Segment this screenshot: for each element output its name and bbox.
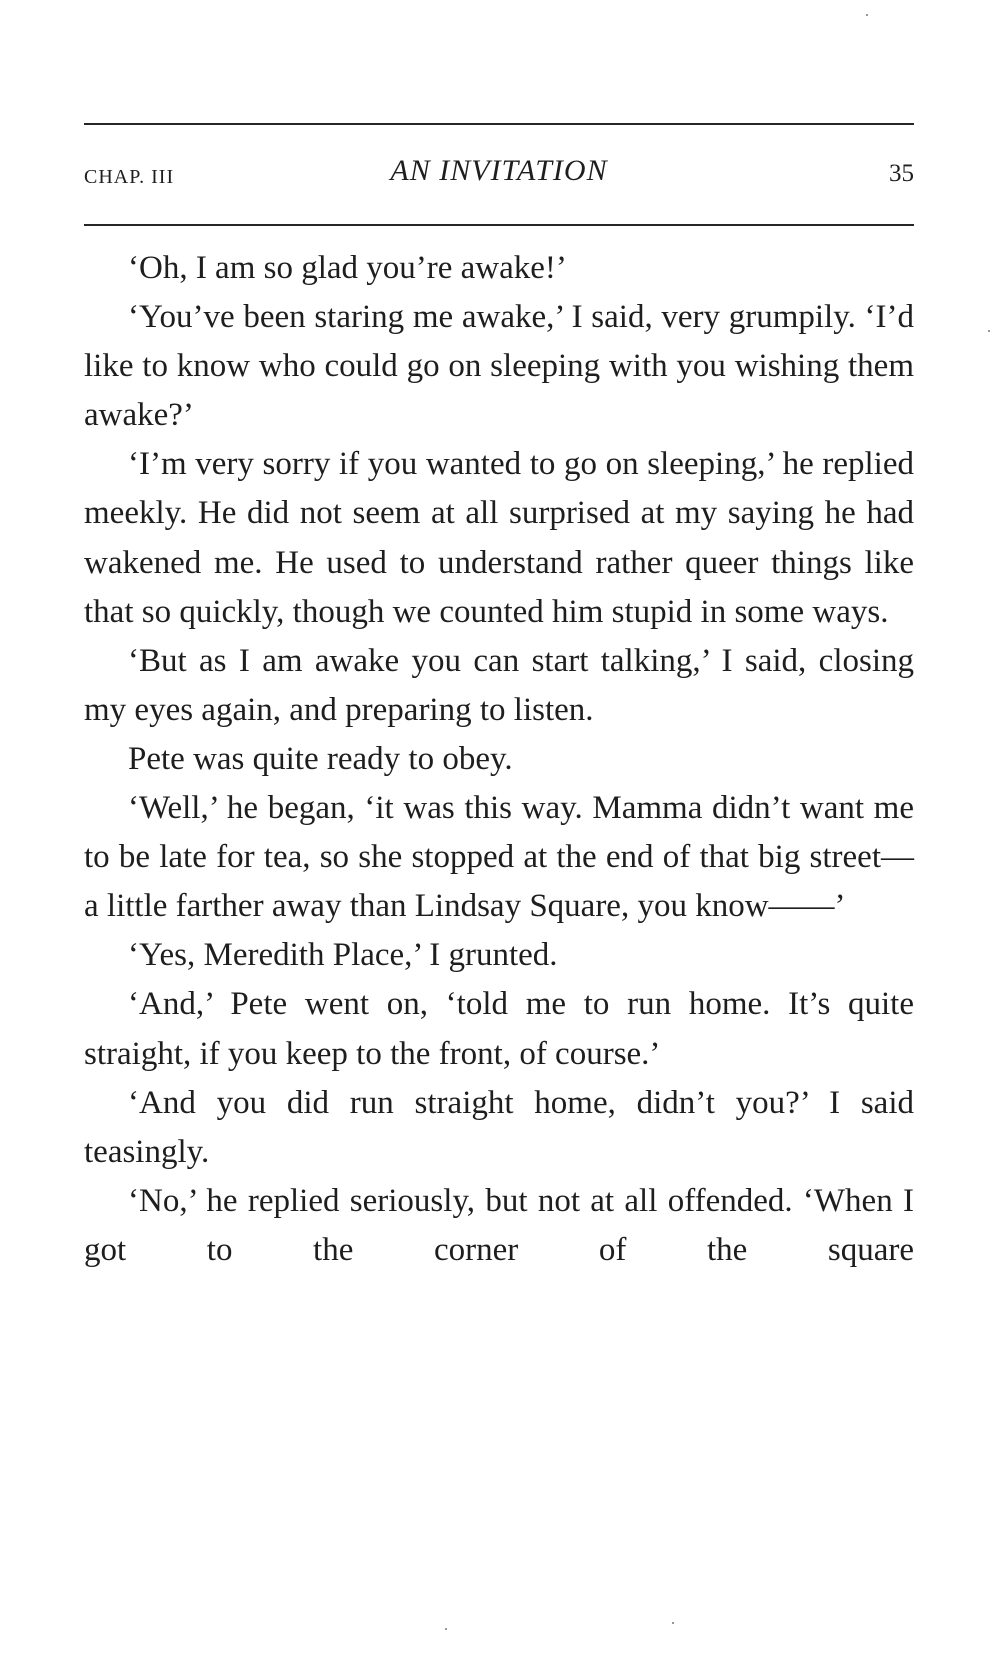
running-head — [84, 154, 914, 198]
paragraph: ‘I’m very sorry if you wanted to go on sleeping,’ he replied meekly. He did not seem at all surprised at my saying he had wakened me. He used to understand rather queer things like that so quickly, though we counted him stupid in some ways. — [84, 446, 914, 630]
page-number: 35 — [889, 160, 914, 187]
chapter-label: CHAP. III — [84, 166, 175, 188]
header-rule-bottom — [84, 224, 914, 226]
paragraph: ‘You’ve been staring me awake,’ I said, very grumpily. ‘I’d like to know who could go on sleeping with you wishing them awake?’ — [84, 299, 914, 434]
paragraph: ‘Oh, I am so glad you’re awake!’ — [128, 250, 567, 286]
paper-speck — [866, 14, 868, 16]
paragraph: ‘Well,’ he began, ‘it was this way. Mamma didn’t want me to be late for tea, so she stopped at the end of that big street—a little farther away than Lindsay Square, you know——’ — [84, 790, 914, 925]
paragraph: ‘And you did run straight home, didn’t you?’ I said teasingly. — [84, 1084, 914, 1170]
paragraph: ‘But as I am awake you can start talking,’ I said, closing my eyes again, and preparing to listen. — [84, 642, 914, 728]
paragraph: ‘Yes, Meredith Place,’ I grunted. — [128, 937, 558, 974]
page-body — [84, 244, 914, 1275]
paragraph-continued: ‘No,’ he replied seriously, but not at all offended. ‘When I got to the corner of the square — [84, 1182, 914, 1268]
chapter-title: AN INVITATION — [390, 154, 608, 187]
paragraph: Pete was quite ready to obey. — [128, 740, 513, 777]
paper-speck — [988, 330, 990, 332]
paper-speck — [445, 1628, 447, 1630]
header-rule-top — [84, 123, 914, 125]
paper-speck — [672, 1622, 674, 1624]
paragraph: ‘And,’ Pete went on, ‘told me to run home. It’s quite straight, if you keep to the front, of course.’ — [84, 986, 914, 1072]
